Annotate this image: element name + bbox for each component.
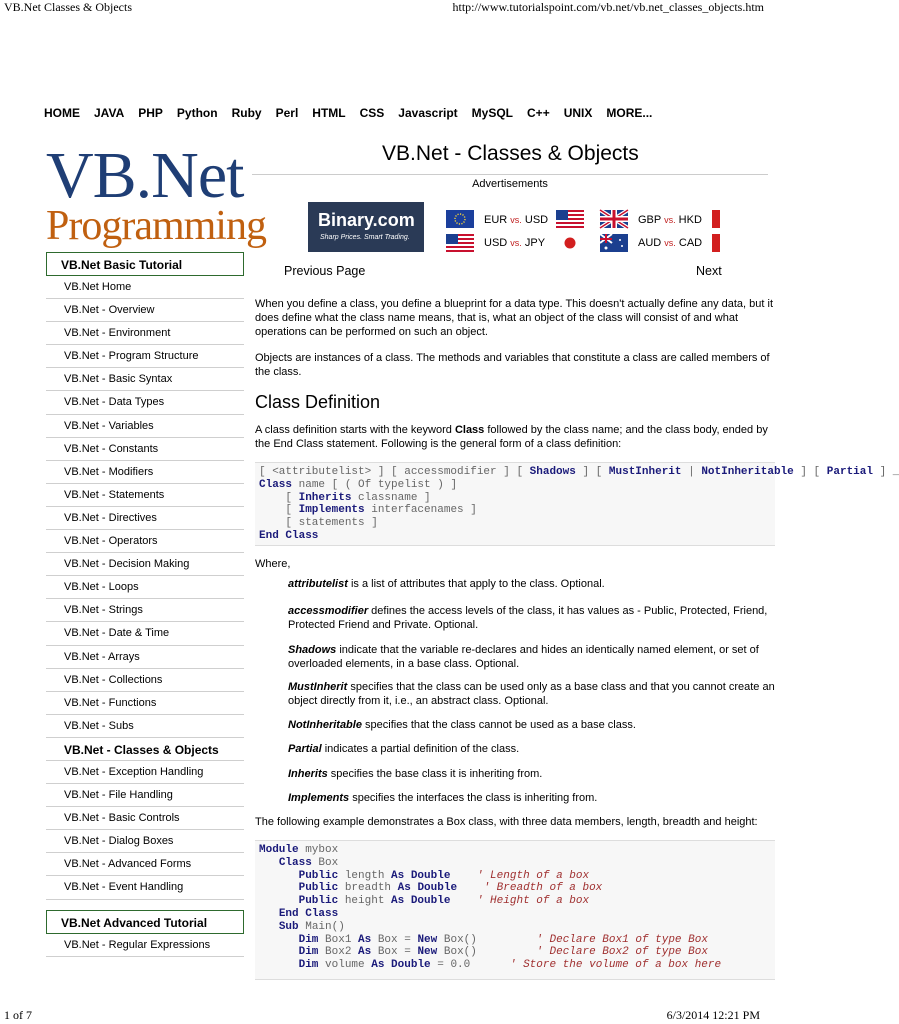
sidebar-item[interactable]: VB.Net - Data Types (46, 391, 244, 414)
sidebar-item[interactable]: VB.Net Home (46, 276, 244, 299)
definition-term: Partial (288, 743, 322, 755)
definition-item (288, 718, 778, 732)
definition-item (288, 791, 778, 805)
nav-link-html[interactable]: HTML (312, 106, 346, 120)
sidebar (46, 252, 244, 957)
previous-page-link[interactable]: Previous Page (284, 264, 366, 278)
section-heading-class-definition: Class Definition (255, 392, 381, 412)
main-content (252, 138, 899, 1008)
definition-text: is a list of attributes that apply to the class. Optional. (347, 578, 605, 590)
intro-paragraph-2: Objects are instances of a class. The methods and variables that constitute a class are called members of the class. (255, 352, 770, 378)
example-intro-paragraph: The following example demonstrates a Box class, with three data members, length, breadth and height: (255, 816, 758, 828)
definition-item (288, 577, 778, 591)
sidebar-item[interactable]: VB.Net - Strings (46, 599, 244, 622)
vbnet-logo (46, 139, 266, 252)
sidebar-item[interactable]: VB.Net - Arrays (46, 646, 244, 669)
nav-link-mysql[interactable]: MySQL (471, 106, 514, 120)
definition-text: defines the access levels of the class, it has values as - Public, Protected, Friend, Protected Friend and Private. Optional. (288, 605, 768, 631)
definition-term: attributelist (288, 578, 348, 590)
definition-term: Implements (288, 792, 350, 804)
definition-term: MustInherit (288, 681, 348, 693)
print-header (0, 0, 768, 16)
sidebar-item[interactable]: VB.Net - Subs (46, 715, 244, 738)
nav-link-php[interactable]: PHP (138, 106, 163, 120)
advertisements-label: Advertisements (472, 178, 548, 190)
nav-link-javascript[interactable]: Javascript (398, 106, 458, 120)
logo-line-2: Programming (46, 203, 266, 249)
sidebar-item[interactable]: VB.Net - Dialog Boxes (46, 830, 244, 853)
definition-text: specifies the interfaces the class is inheriting from. (349, 792, 598, 804)
sidebar-item[interactable]: VB.Net - Loops (46, 576, 244, 599)
sidebar-item[interactable]: VB.Net - File Handling (46, 784, 244, 807)
nav-link-ruby[interactable]: Ruby (231, 106, 262, 120)
sidebar-item[interactable]: VB.Net - Decision Making (46, 553, 244, 576)
sidebar-item[interactable]: VB.Net - Regular Expressions (46, 934, 244, 957)
sidebar-item[interactable]: VB.Net - Date & Time (46, 622, 244, 645)
sidebar-item[interactable]: VB.Net - Environment (46, 322, 244, 345)
code-block-class-syntax: [ <attributelist> ] [ accessmodifier ] [ Shadows ] [ MustInherit | NotInheritable ] [ Partial ] _ Class name [ ( Of typelist ) ] [ Inherits classname ] [ Implements interfacenames ] [ statements ] End Class (255, 462, 775, 546)
definition-term: Shadows (288, 644, 337, 656)
nav-link-java[interactable]: JAVA (94, 106, 125, 120)
definition-text: specifies that the class can be used only as a base class and that you cannot create an object directly from it, i.e., an abstract class. Optional. (288, 681, 775, 707)
definition-item (288, 742, 778, 756)
fx-pair-aud-cad[interactable]: AUD vs. CAD (638, 237, 703, 249)
definition-item (288, 643, 778, 671)
sidebar-item[interactable]: VB.Net - Program Structure (46, 345, 244, 368)
print-title: VB.Net Classes & Objects (4, 0, 132, 14)
print-page-number: 1 of 7 (4, 1008, 32, 1022)
nav-link-unix[interactable]: UNIX (563, 106, 593, 120)
print-url: http://www.tutorialspoint.com/vb.net/vb.net_classes_objects.htm (452, 0, 764, 14)
sidebar-heading-advanced: VB.Net Advanced Tutorial (46, 910, 244, 934)
sidebar-item[interactable]: VB.Net - Classes & Objects (46, 738, 244, 761)
eu-flag-icon (446, 210, 474, 228)
definition-item (288, 604, 778, 632)
banner-tagline: Sharp Prices. Smart Trading. (320, 234, 410, 241)
nav-link-css[interactable]: CSS (359, 106, 385, 120)
code-block-box-example: Module mybox Class Box Public length As Double ' Length of a box Public breadth As Double ' Breadth of a box Public height As Double ' Height of a box End Class Sub Main() Dim Box1 As Box = New Box() ' Declare Box1 of type Box Dim Box2 As Box = New Box() ' Declare Box2 of type Box Dim volume As Double = 0.0 ' Store the volume of a box here (255, 840, 775, 980)
where-label: Where, (255, 558, 291, 570)
sidebar-item[interactable]: VB.Net - Operators (46, 530, 244, 553)
sidebar-item[interactable]: VB.Net - Basic Syntax (46, 368, 244, 391)
definition-term: NotInheritable (288, 719, 362, 731)
us-flag-icon (556, 210, 584, 228)
hk-flag-icon (712, 210, 720, 228)
binary-ad-banner[interactable] (308, 202, 424, 252)
definition-item (288, 767, 778, 781)
page-title-bar (252, 142, 768, 175)
top-navigation (44, 106, 724, 124)
sidebar-list (46, 276, 244, 900)
fx-pair-eur-usd[interactable]: EUR vs. USD (484, 214, 549, 226)
sidebar-item[interactable]: VB.Net - Directives (46, 507, 244, 530)
nav-link-home[interactable]: HOME (44, 106, 80, 120)
definition-term: accessmodifier (288, 605, 369, 617)
sidebar-item[interactable]: VB.Net - Event Handling (46, 876, 244, 899)
definition-text: indicate that the variable re-declares and hides an identically named element, or set of overloaded elements, in a base class. Optional. (288, 644, 759, 670)
sidebar-item[interactable]: VB.Net - Exception Handling (46, 761, 244, 784)
definition-item (288, 680, 778, 708)
nav-link-perl[interactable]: Perl (275, 106, 299, 120)
definition-term: Inherits (288, 768, 328, 780)
page-title: VB.Net - Classes & Objects (382, 142, 639, 165)
definition-text: specifies the base class it is inheriting from. (327, 768, 543, 780)
sidebar-item[interactable]: VB.Net - Constants (46, 438, 244, 461)
banner-brand: Binary.com (318, 210, 415, 230)
canada-flag-icon (712, 234, 720, 252)
uk-flag-icon (600, 210, 628, 228)
japan-flag-icon (556, 234, 584, 252)
sidebar-item[interactable]: VB.Net - Basic Controls (46, 807, 244, 830)
definition-text: indicates a partial definition of the class. (321, 743, 520, 755)
sidebar-item[interactable]: VB.Net - Collections (46, 669, 244, 692)
sidebar-advanced-list (46, 934, 244, 957)
next-page-link[interactable]: Next (696, 264, 722, 278)
print-footer (0, 1008, 768, 1024)
sidebar-heading-basic: VB.Net Basic Tutorial (46, 252, 244, 276)
sidebar-item[interactable]: VB.Net - Advanced Forms (46, 853, 244, 876)
sidebar-item[interactable]: VB.Net - Overview (46, 299, 244, 322)
australia-flag-icon (600, 234, 628, 252)
nav-link-python[interactable]: Python (176, 106, 218, 120)
sidebar-item[interactable]: VB.Net - Statements (46, 484, 244, 507)
nav-link-c-[interactable]: C++ (527, 106, 550, 120)
sidebar-item[interactable]: VB.Net - Functions (46, 692, 244, 715)
definition-text: specifies that the class cannot be used as a base class. (361, 719, 636, 731)
us-flag-icon (446, 234, 474, 252)
class-definition-paragraph: A class definition starts with the keyword Class followed by the class name; and the class body, ended by the End Class statement. Following is the general form of a class definition: (255, 424, 768, 450)
sidebar-item[interactable]: VB.Net - Modifiers (46, 461, 244, 484)
intro-paragraph-1: When you define a class, you define a blueprint for a data type. This doesn't actually define any data, but it does define what the class name means, that is, what an object of the class will consist of and what operations can be performed on such an object. (255, 298, 773, 338)
print-datetime: 6/3/2014 12:21 PM (666, 1008, 760, 1022)
sidebar-item[interactable]: VB.Net - Variables (46, 415, 244, 438)
fx-pair-gbp-hkd[interactable]: GBP vs. HKD (638, 214, 702, 226)
logo-line-1: VB.Net (46, 139, 244, 212)
nav-link-more-[interactable]: MORE... (606, 106, 653, 120)
fx-pair-usd-jpy[interactable]: USD vs. JPY (484, 237, 546, 249)
